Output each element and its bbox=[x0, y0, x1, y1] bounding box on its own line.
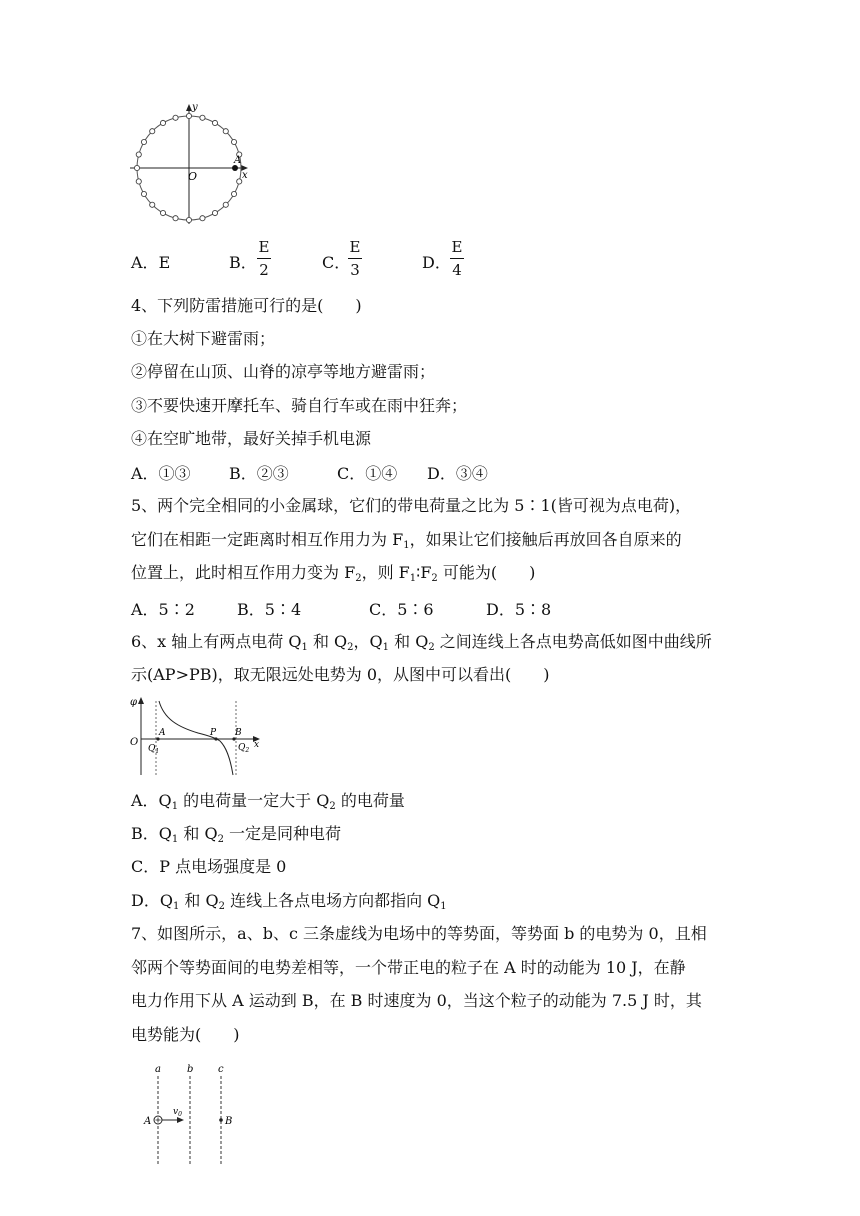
x-label: x bbox=[242, 170, 248, 181]
q3-option-a: A．E bbox=[131, 253, 171, 272]
point-b-label: B bbox=[235, 728, 242, 738]
ring-charge bbox=[173, 115, 178, 120]
ring-charge bbox=[212, 210, 217, 215]
ring-charge bbox=[200, 115, 205, 120]
phi-label: φ bbox=[130, 697, 138, 708]
q2-label: $Q_2$ bbox=[238, 743, 250, 754]
q1-label: $Q_1$ bbox=[148, 744, 160, 755]
point-a-label: A bbox=[159, 728, 166, 738]
q7-line-1: 7、如图所示，a、b、c 三条虚线为电场中的等势面，等势面 b 的电势为 0，且相 bbox=[131, 924, 707, 943]
ring-charge bbox=[160, 120, 165, 125]
q6-line-1: 6、x 轴上有两点电荷 $Q_1$ 和 $Q_2$，$Q_1$ 和 $Q_2$ 之间连线上各点电势高低如图中曲线所 bbox=[131, 632, 712, 653]
label-a: a bbox=[155, 1064, 161, 1075]
q6-option-d: D．$Q_1$ 和 $Q_2$ 连线上各点电场方向都指向 $Q_1$ bbox=[131, 891, 447, 912]
ring-charge bbox=[173, 216, 178, 221]
ring-charge bbox=[223, 202, 228, 207]
q4-option-d: D．③④ bbox=[427, 464, 488, 483]
x-label: x bbox=[254, 740, 260, 750]
q4-item-2: ②停留在山顶、山脊的凉亭等地方避雷雨； bbox=[131, 362, 436, 381]
ring-charge bbox=[136, 152, 141, 157]
point-a-label: A bbox=[234, 155, 242, 166]
ring-charge bbox=[186, 217, 191, 222]
ring-charge bbox=[231, 139, 236, 144]
q5-line-1: 5、两个完全相同的小金属球，它们的带电荷量之比为 5∶1(皆可视为点电荷)， bbox=[131, 496, 692, 515]
ring-charge bbox=[200, 216, 205, 221]
q5-line-2: 它们在相距一定距离时相互作用力为 $F_1$，如果让它们接触后再放回各自原来的 bbox=[131, 530, 682, 551]
q3-option-d-fraction: E 4 bbox=[451, 238, 463, 279]
q4-option-a: A．①③ bbox=[131, 464, 191, 483]
ring-charge bbox=[186, 113, 191, 118]
phi-arrow bbox=[138, 697, 144, 704]
ring-charge bbox=[141, 191, 146, 196]
q6-figure bbox=[128, 695, 268, 777]
q7-line-4: 电势能为( ) bbox=[131, 1025, 240, 1044]
ring-charge bbox=[160, 210, 165, 215]
q3-option-b-fraction: E 2 bbox=[258, 238, 270, 279]
point-a-label: A bbox=[144, 1116, 152, 1127]
ring-charge bbox=[223, 129, 228, 134]
ring-charge bbox=[150, 129, 155, 134]
q4-stem: 4、下列防雷措施可行的是( ) bbox=[131, 296, 362, 315]
origin-label: O bbox=[188, 170, 198, 183]
q6-line-2: 示(AP>PB)，取无限远处电势为 0，从图中可以看出( ) bbox=[131, 665, 550, 684]
q6-option-c: C．P 点电场强度是 0 bbox=[131, 857, 287, 876]
q4-option-c: C．①④ bbox=[337, 464, 398, 483]
ring-charge bbox=[141, 139, 146, 144]
q5-line-3: 位置上，此时相互作用力变为 $F_2$，则 $F_1∶F_2$ 可能为( ) bbox=[131, 563, 536, 584]
point-b-dot bbox=[219, 1118, 223, 1122]
q7-line-2: 邻两个等势面间的电势差相等，一个带正电的粒子在 A 时的动能为 10 J，在静 bbox=[131, 958, 686, 977]
point-b-label: B bbox=[225, 1116, 233, 1127]
label-c: c bbox=[218, 1064, 224, 1075]
q5-option-a: A．5∶2 bbox=[131, 600, 195, 619]
q4-option-b: B．②③ bbox=[229, 464, 289, 483]
q6-option-a: A．$Q_1$ 的电荷量一定大于 $Q_2$ 的电荷量 bbox=[131, 791, 405, 812]
velocity-label: $v_0$ bbox=[173, 1107, 182, 1118]
q4-item-4: ④在空旷地带，最好关掉手机电源 bbox=[131, 429, 372, 448]
point-p-label: P bbox=[210, 728, 217, 738]
ring-charge bbox=[231, 191, 236, 196]
ring-charge bbox=[136, 179, 141, 184]
q3-figure bbox=[128, 100, 252, 228]
ring-charge bbox=[134, 165, 139, 170]
y-label: y bbox=[192, 102, 198, 113]
q7-line-3: 电力作用下从 A 运动到 B，在 B 时速度为 0，当这个粒子的动能为 7.5 J 时，其 bbox=[131, 991, 702, 1010]
q3-option-c-fraction: E 3 bbox=[349, 238, 361, 279]
label-b: b bbox=[187, 1064, 194, 1075]
ring-charge bbox=[212, 120, 217, 125]
q4-item-3: ③不要快速开摩托车、骑自行车或在雨中狂奔； bbox=[131, 396, 468, 415]
origin-label: O bbox=[130, 737, 139, 748]
q3-option-c-letter: C． bbox=[322, 253, 351, 272]
q5-option-c: C．5∶6 bbox=[369, 600, 434, 619]
q5-option-d: D．5∶8 bbox=[486, 600, 552, 619]
q3-option-d-letter: D． bbox=[422, 253, 451, 272]
ring-charge bbox=[150, 202, 155, 207]
q3-option-b-letter: B． bbox=[229, 253, 257, 272]
potential-curve bbox=[159, 701, 233, 775]
q7-figure bbox=[140, 1062, 240, 1166]
q4-item-1: ①在大树下避雷雨； bbox=[131, 329, 276, 348]
q5-option-b: B．5∶4 bbox=[237, 600, 302, 619]
q6-option-b: B．$Q_1$ 和 $Q_2$ 一定是同种电荷 bbox=[131, 824, 342, 845]
